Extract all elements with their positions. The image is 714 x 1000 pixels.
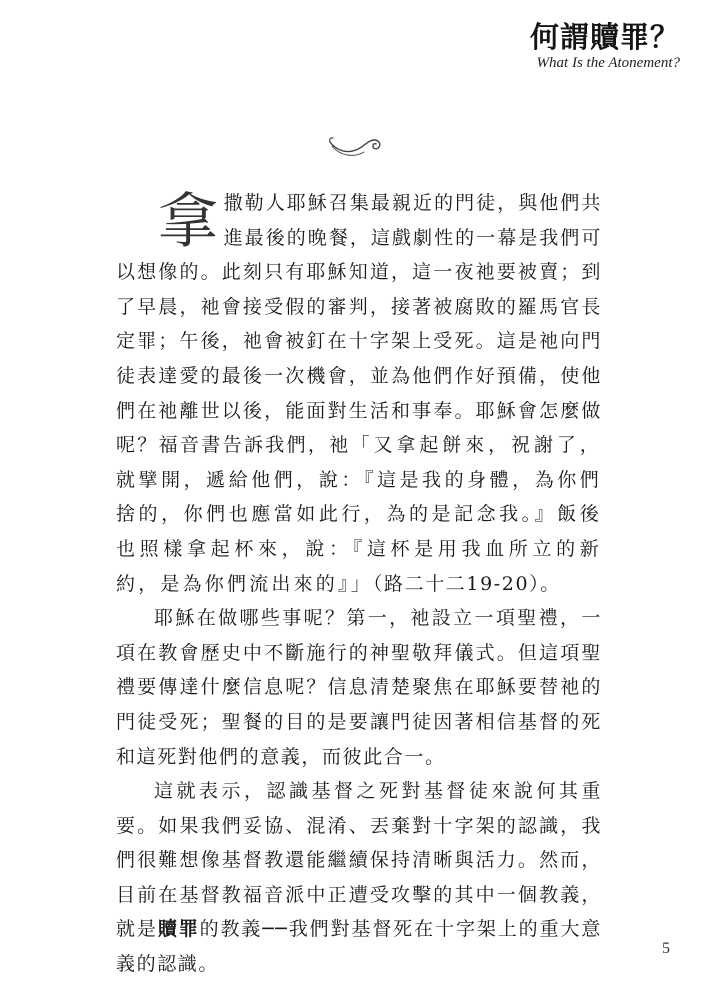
scripture-quote: 「又拿起餅來，祝謝了，就擘開，遞給他們，說：『這是我的身體，為你們捨的，你們也應當如此行，為的是記念我。』飯後也照樣拿起杯來，說：『這杯是用我血所立的新約，是為你們流出來的』」 (116, 434, 602, 595)
drop-cap: 拿 (158, 187, 220, 257)
chapter-subtitle: What Is the Atonement? (536, 55, 680, 71)
page-number: 5 (662, 940, 670, 957)
chapter-title: 何謂贖罪？ (529, 20, 680, 54)
emphasis-atonement: 贖罪 (157, 918, 200, 941)
scripture-reference: （路二十二19-20）。 (372, 572, 561, 595)
paragraph-3 (116, 774, 602, 982)
paragraph-3-text-a: 這就表示，認識基督之死對基督徒來說何其重要。如果我們妥協、混淆、丟棄對十字架的認識，我們很難想像基督教還能繼續保持清晰與活力。然而，目前在基督教福音派中正遭受攻擊的其中一個教義，就是 (116, 780, 602, 941)
paragraph-1 (116, 186, 602, 601)
paragraph-2: 耶穌在做哪些事呢？第一，祂設立一項聖禮，一項在教會歷史中不斷施行的神聖敬拜儀式。但這項聖禮要傳達什麼信息呢？信息清楚聚焦在耶穌要替祂的門徒受死；聖餐的目的是要讓門徒因著相信基督的死和這死對他們的意義，而彼此合一。 (116, 607, 602, 768)
body-text (116, 186, 602, 982)
page-header (530, 20, 680, 72)
paragraph-1-text: 撒勒人耶穌召集最親近的門徒，與他們共進最後的晚餐，這戲劇性的一幕是我們可以想像的。此刻只有耶穌知道，這一夜祂要被賣；到了早晨，祂會接受假的審判，接著被腐敗的羅馬官長定罪；午後，祂會被釘在十字架上受死。這是祂向門徒表達愛的最後一次機會，並為他們作好預備，使他們在祂離世以後，能面對生活和事奉。耶穌會怎麼做呢？福音書告訴我們，祂 (116, 192, 602, 457)
swirl-ornament-icon (328, 130, 384, 160)
paragraph-3-text-b: 的教義──我們對基督死在十字架上的重大意義的認識。 (116, 918, 602, 976)
